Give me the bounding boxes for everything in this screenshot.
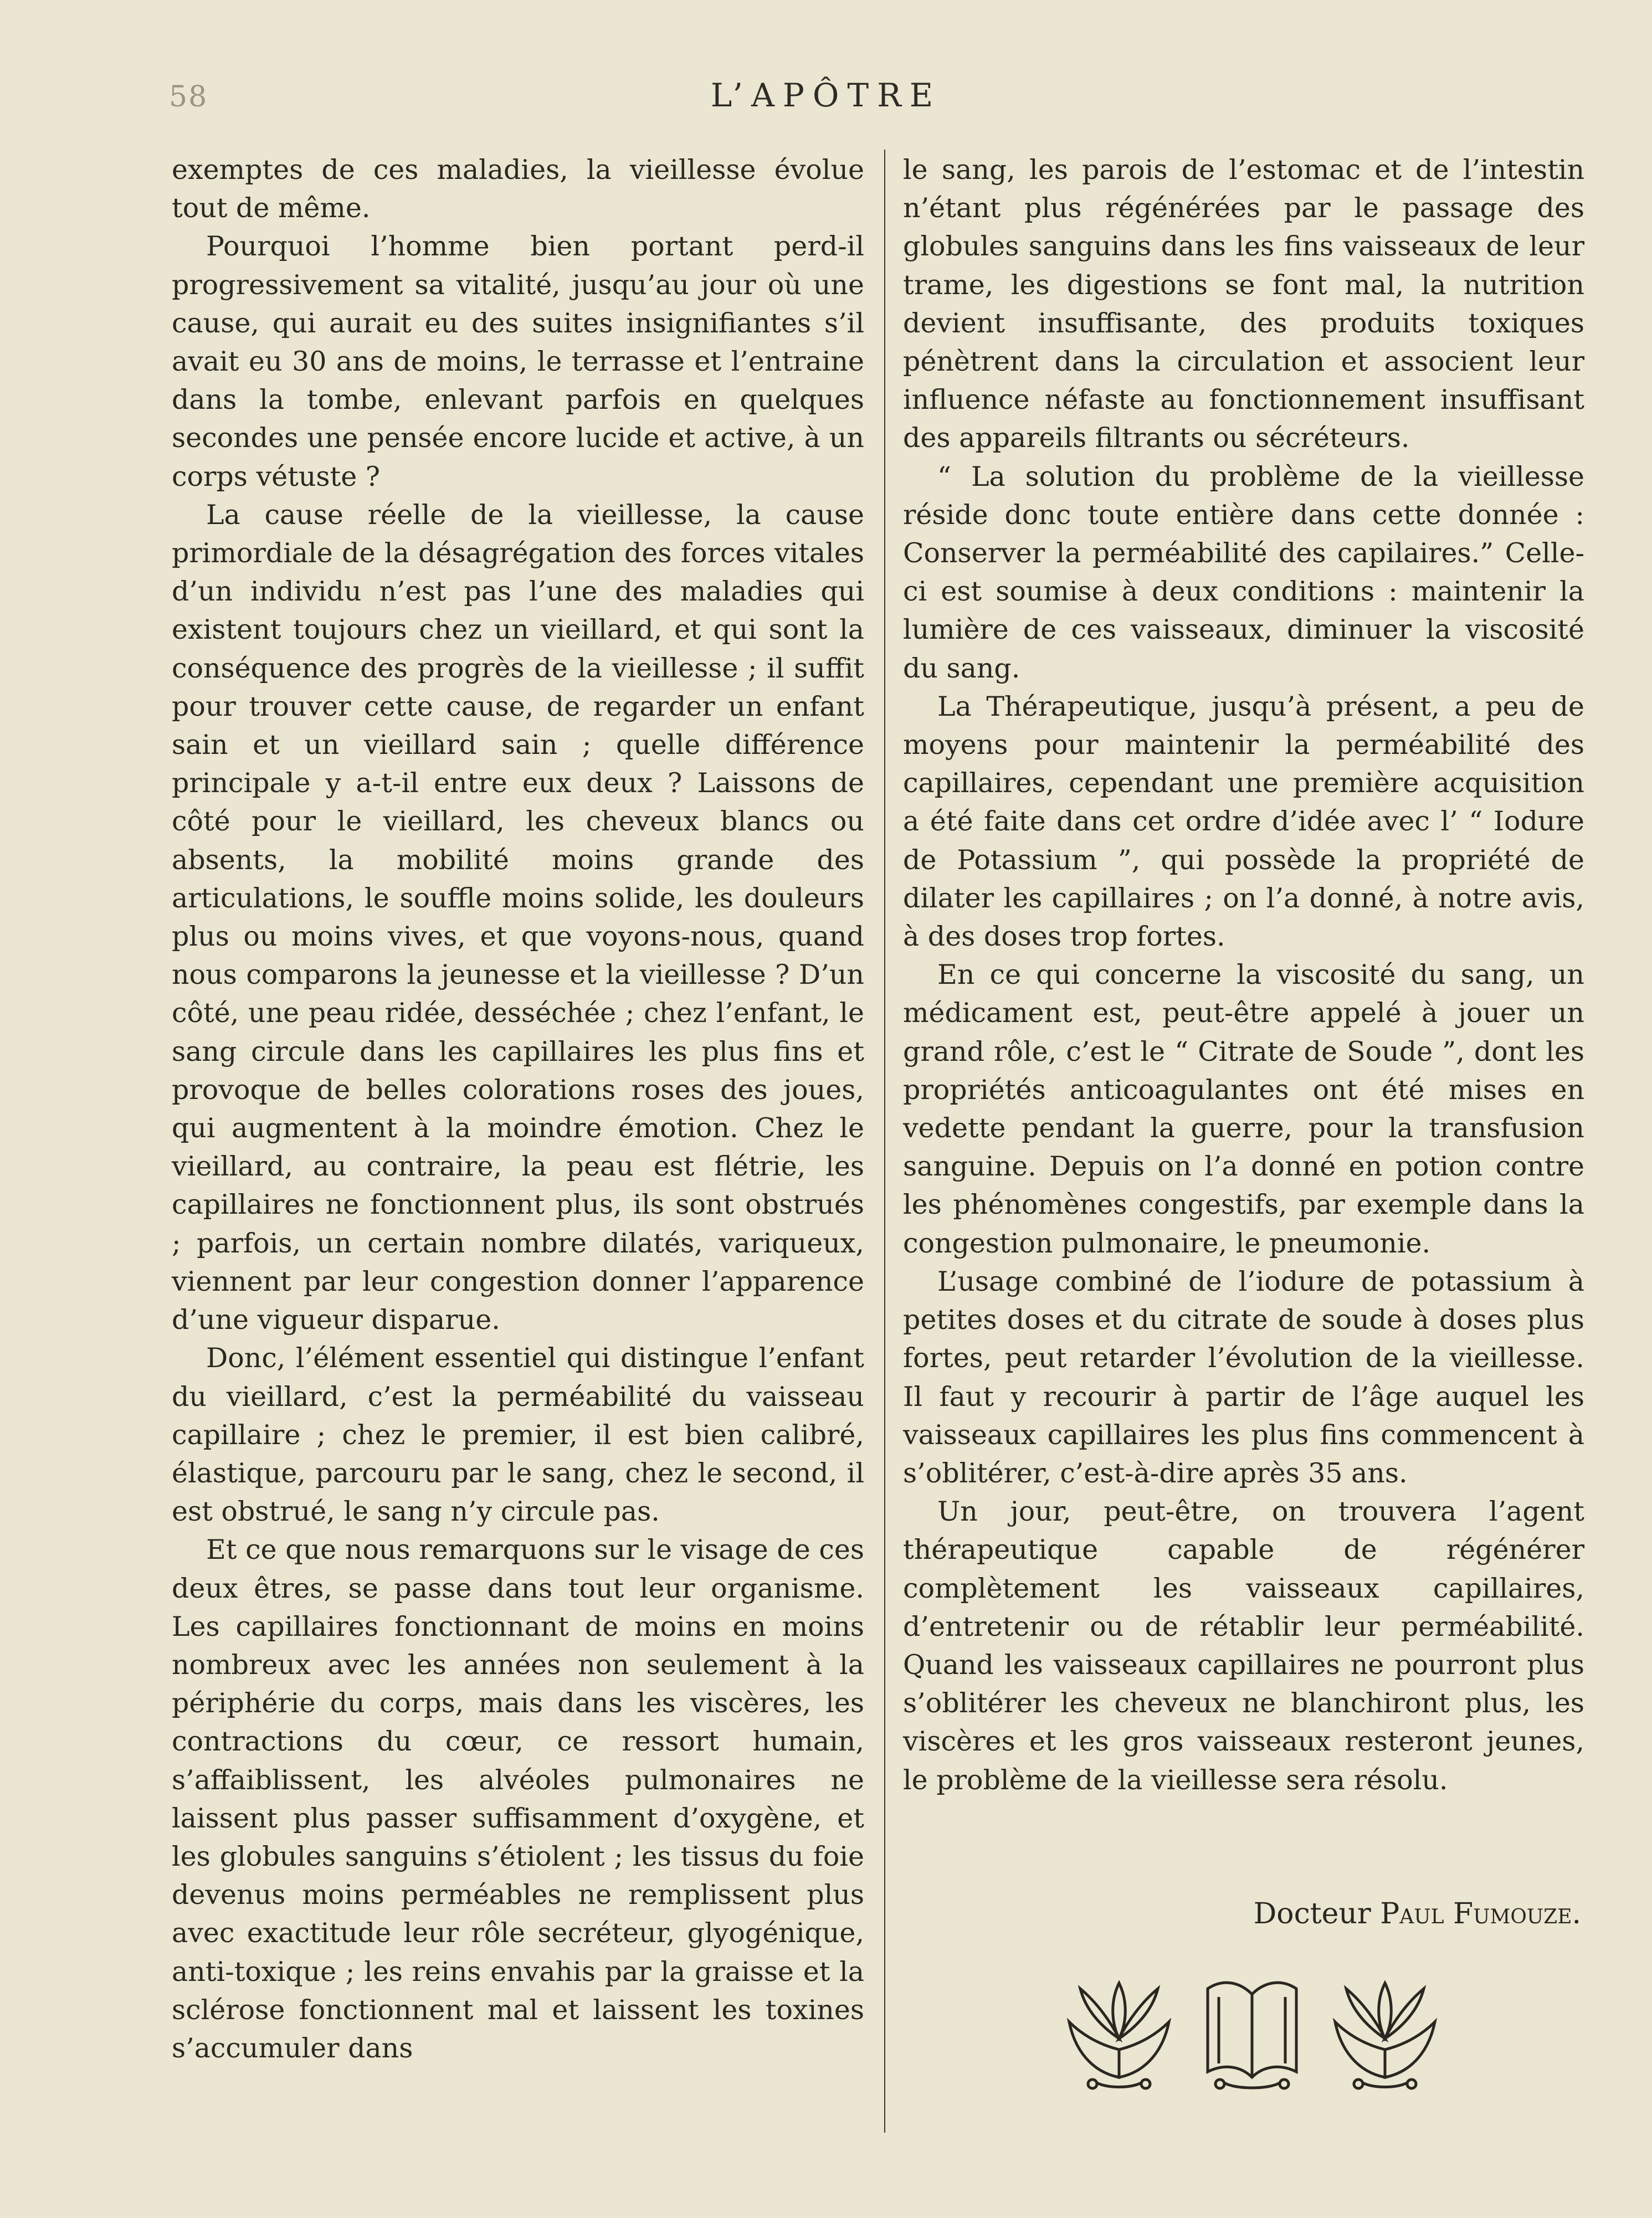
author-signature <box>1254 1897 1581 1931</box>
right-paragraph-3: La Thérapeutique, jusqu’à présent, a peu de moyens pour maintenir la perméabilité des capillaires, cependant une première acquisition a été faite dans cet ordre d’idée avec l’ “ Iodure de Potassium ”, qui possède la propriété de dilater les capillaires ; on l’a donné, à notre avis, à des doses trop fortes. <box>903 690 1584 953</box>
book-icon <box>1208 1983 1296 2088</box>
right-laurel-icon <box>1335 1983 1435 2088</box>
right-column <box>903 151 1584 1799</box>
left-paragraph-2: Pourquoi l’homme bien portant perd-il progressivement sa vitalité, jusqu’au jour où une cause, qui aurait eu des suites insignifiantes s’il avait eu 30 ans de moins, le terrasse et l’entraine dans la tombe, enlevant parfois en quelques secondes une pensée encore lucide et active, à un corps vétuste ? <box>172 230 864 492</box>
right-paragraph-5: L’usage combiné de l’iodure de potassium à petites doses et du citrate de soude à doses plus fortes, peut retarder l’évolution de la vieillesse. Il faut y recourir à partir de l’âge auquel les vaisseaux capillaires les plus fins commencent à s’oblitérer, c’est-à-dire après 35 ans. <box>903 1265 1584 1489</box>
page-number: 58 <box>169 80 208 114</box>
signature-name: Paul Fumouze. <box>1380 1897 1581 1931</box>
right-paragraph-2: “ La solution du problème de la vieillesse réside donc toute entière dans cette donnée : Conserver la perméabilité des capilaires.” Celle-ci est soumise à deux conditions : maintenir la lumière de ces vaisseaux, diminuer la viscosité du sang. <box>903 460 1584 684</box>
left-column <box>172 151 864 2067</box>
running-title: L’APÔTRE <box>710 76 942 114</box>
left-laurel-icon <box>1069 1983 1169 2088</box>
left-paragraph-1: exemptes de ces maladies, la vieillesse évolue tout de même. <box>172 154 864 224</box>
signature-prefix: Docteur <box>1253 1897 1371 1931</box>
left-paragraph-5: Et ce que nous remarquons sur le visage de ces deux êtres, se passe dans tout leur organisme. Les capillaires fonctionnant de moins en moins nombreux avec les années non seulement à la périphérie du corps, mais dans les viscères, les contractions du cœur, ce ressort humain, s’affaiblissent, les alvéoles pulmonaires ne laissent plus passer suffisamment d’oxygène, et les globules sanguins s’étiolent ; les tissus du foie devenus moins perméables ne remplissent plus avec exactitude leur rôle secréteur, glyogénique, anti-toxique ; les reins envahis par la graisse et la sclérose fonctionnent mal et laissent les toxines s’accumuler dans <box>172 1534 864 2064</box>
right-paragraph-4: En ce qui concerne la viscosité du sang, un médicament est, peut-être appelé à jouer un grand rôle, c’est le “ Citrate de Soude ”, dont les propriétés anticoagulantes ont été mises en vedette pendant la guerre, pour la transfusion sanguine. Depuis on l’a donné en potion contre les phénomènes congestifs, par exemple dans la congestion pulmonaire, le pneumonie. <box>903 959 1584 1259</box>
laurel-book-ornament-icon <box>1058 1967 1446 2094</box>
right-paragraph-6: Un jour, peut-être, on trouvera l’agent thérapeutique capable de régénérer complètement les vaisseaux capillaires, d’entretenir ou de rétablir leur perméabilité. Quand les vaisseaux capillaires ne pourront plus s’oblitérer les cheveux ne blanchiront plus, les viscères et les gros vaisseaux resteront jeunes, le problème de la vieillesse sera résolu. <box>903 1496 1584 1796</box>
right-paragraph-1: le sang, les parois de l’estomac et de l’intestin n’étant plus régénérées par le passage des globules sanguins dans les fins vaisseaux de leur trame, les digestions se font mal, la nutrition devient insuffisante, des produits toxiques pénètrent dans la circulation et associent leur influence néfaste au fonctionnement insuffisant des appareils filtrants ou sécréteurs. <box>903 154 1584 454</box>
column-divider <box>884 150 885 2133</box>
left-paragraph-4: Donc, l’élément essentiel qui distingue l’enfant du vieillard, c’est la perméabilité du vaisseau capillaire ; chez le premier, il est bien calibré, élastique, parcouru par le sang, chez le second, il est obstrué, le sang n’y circule pas. <box>172 1342 864 1528</box>
left-paragraph-3: La cause réelle de la vieillesse, la cause primordiale de la désagrégation des forces vitales d’un individu n’est pas l’une des maladies qui existent toujours chez un vieillard, et qui sont la conséquence des progrès de la vieillesse ; il suffit pour trouver cette cause, de regarder un enfant sain et un vieillard sain ; quelle différence principale y a-t-il entre eux deux ? Laissons de côté pour le vieillard, les cheveux blancs ou absents, la mobilité moins grande des articulations, le souffle moins solide, les douleurs plus ou moins vives, et que voyons-nous, quand nous comparons la jeunesse et la vieillesse ? D’un côté, une peau ridée, desséchée ; chez l’enfant, le sang circule dans les capillaires les plus fins et provoque de belles colorations roses des joues, qui augmentent à la moindre émotion. Chez le vieillard, au contraire, la peau est flétrie, les capillaires ne fonctionnent plus, ils sont obstrués ; parfois, un certain nombre dilatés, variqueux, viennent par leur congestion donner l’apparence d’une vigueur disparue. <box>172 499 864 1336</box>
